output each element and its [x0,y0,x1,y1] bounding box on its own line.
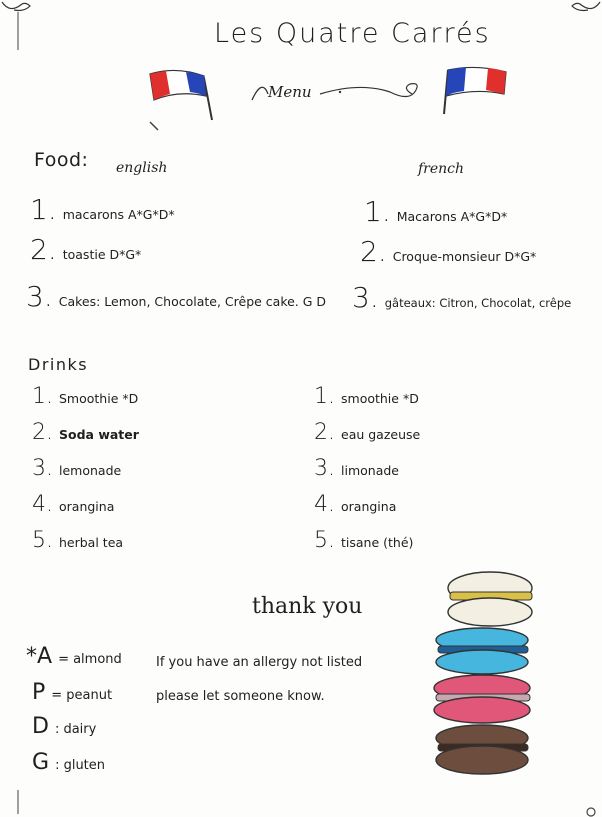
corner-ornament-icon [560,0,602,24]
drinks-heading: Drinks [28,355,89,374]
allergy-key-item: G : gluten [32,750,106,775]
macaron-stack-icon [428,566,540,782]
food-item-english: 2. toastie D*G* [30,233,142,266]
thank-you-text: thank you [252,594,363,619]
french-column-heading: french [418,161,465,177]
food-item-english: 3. Cakes: Lemon, Chocolate, Crêpe cake. G D [26,280,327,313]
drink-item-english: 3. lemonade [32,456,122,481]
drink-item-french: 5. tisane (thé) [314,528,414,553]
drink-item-french: 1. smoothie *D [314,384,419,409]
allergy-key-item: P = peanut [32,680,113,705]
food-item-english: 1. macarons A*G*D* [30,193,175,226]
french-flag-icon [440,62,512,118]
drink-item-english: 1. Smoothie *D [32,384,139,409]
drink-item-french: 4. orangina [314,492,397,517]
english-column-heading: english [116,160,168,176]
drink-item-english: 4. orangina [32,492,115,517]
corner-ornament-icon [14,790,24,816]
drink-item-english: 2. Soda water [32,420,139,445]
allergy-note: If you have an allergy not listed please let someone know. [156,655,363,704]
drink-item-french: 2. eau gazeuse [314,420,421,445]
allergy-key-item: *A = almond [26,644,122,669]
drink-item-french: 3. limonade [314,456,399,481]
food-heading: Food: [34,149,89,171]
corner-ornament-icon [148,120,162,132]
food-item-french: 2. Croque-monsieur D*G* [360,235,537,268]
food-item-french: 3. gâteaux: Citron, Chocolat, crêpe [352,281,572,314]
swirl-flourish-icon [250,72,430,112]
corner-ornament-icon [14,12,22,52]
drink-item-english: 5. herbal tea [32,528,124,553]
menu-heading: Menu [268,83,312,101]
corner-ornament-icon [584,804,598,816]
page-title: Les Quatre Carrés [214,18,491,49]
food-item-french: 1. Macarons A*G*D* [364,195,508,228]
allergy-key-item: D : dairy [32,714,97,739]
